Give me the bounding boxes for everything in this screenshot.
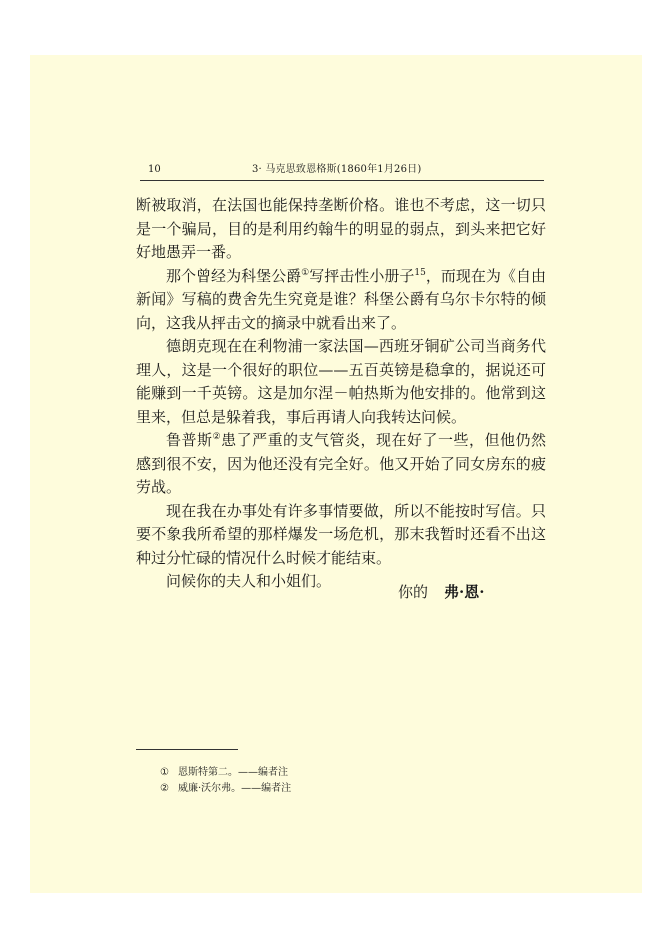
- footnote-1: [160, 765, 291, 781]
- page-number: 10: [148, 164, 161, 175]
- paragraph-5: 现在我在办事处有许多事情要做，所以不能按时写信。只要不象我所希望的那样爆发一场危机，那末我暂时还看不出这种过分忙碌的情况什么时候才能结束。: [136, 501, 546, 567]
- footnote-1-mark: ①: [160, 767, 169, 778]
- page-header: [108, 106, 544, 181]
- paragraph-2-text-c: ，而现在为《自由新闻》写稿的费舍先生究竟是谁？科堡公爵有乌尔卡尔特的倾向，这我从抨击文的摘录中就看出来了。: [136, 266, 546, 332]
- paragraph-2-text-b: 写抨击性小册子: [309, 266, 415, 285]
- paragraph-2-text-a: 那个曾经为科堡公爵: [166, 266, 302, 285]
- footnote-2-mark: ②: [160, 783, 169, 794]
- signature-name: 弗·恩·: [444, 583, 485, 601]
- paragraph-2: [136, 265, 546, 336]
- signature-closing: 你的: [398, 583, 429, 601]
- footnote-rule: [136, 749, 238, 750]
- footnote-ref-1: ①: [301, 267, 310, 278]
- footnotes: [160, 765, 291, 797]
- running-title: 3· 马克思致恩格斯(1860年1月26日): [252, 164, 422, 175]
- header-rule: [140, 180, 544, 181]
- paragraph-3: 德朗克现在在利物浦一家法国—西班牙铜矿公司当商务代理人，这是一个很好的职位——五百英镑是稳拿的，据说还可能赚到一千英镑。这是加尔涅－帕热斯为他安排的。他常到这里来，但总是躲着我，事后再请人向我转达问候。: [136, 337, 546, 426]
- paragraph-4: [136, 429, 546, 500]
- paragraph-4-text-b: 患了严重的支气管炎，现在好了一些，但他仍然感到很不安，因为他还没有完全好。他又开始了同女房东的疲劳战。: [136, 431, 546, 496]
- footnote-2-text: 威廉·沃尔弗。——编者注: [178, 783, 292, 794]
- footnote-1-text: 恩斯特第二。——编者注: [178, 767, 288, 778]
- paragraph-6: 问候你的夫人和小姐们。: [166, 572, 332, 590]
- paragraph-4-text-a: 鲁普斯: [166, 431, 213, 449]
- letter-body: [136, 194, 546, 594]
- paragraph-1: 断被取消，在法国也能保持垄断价格。谁也不考虑，这一切只是一个骗局，目的是利用约翰牛的明显的弱点，到头来把它好好地愚弄一番。: [136, 196, 546, 261]
- footnote-ref-2: ②: [212, 432, 222, 442]
- footnote-2: [160, 781, 291, 797]
- signature: [398, 582, 484, 602]
- endnote-ref-15: 15: [414, 267, 426, 278]
